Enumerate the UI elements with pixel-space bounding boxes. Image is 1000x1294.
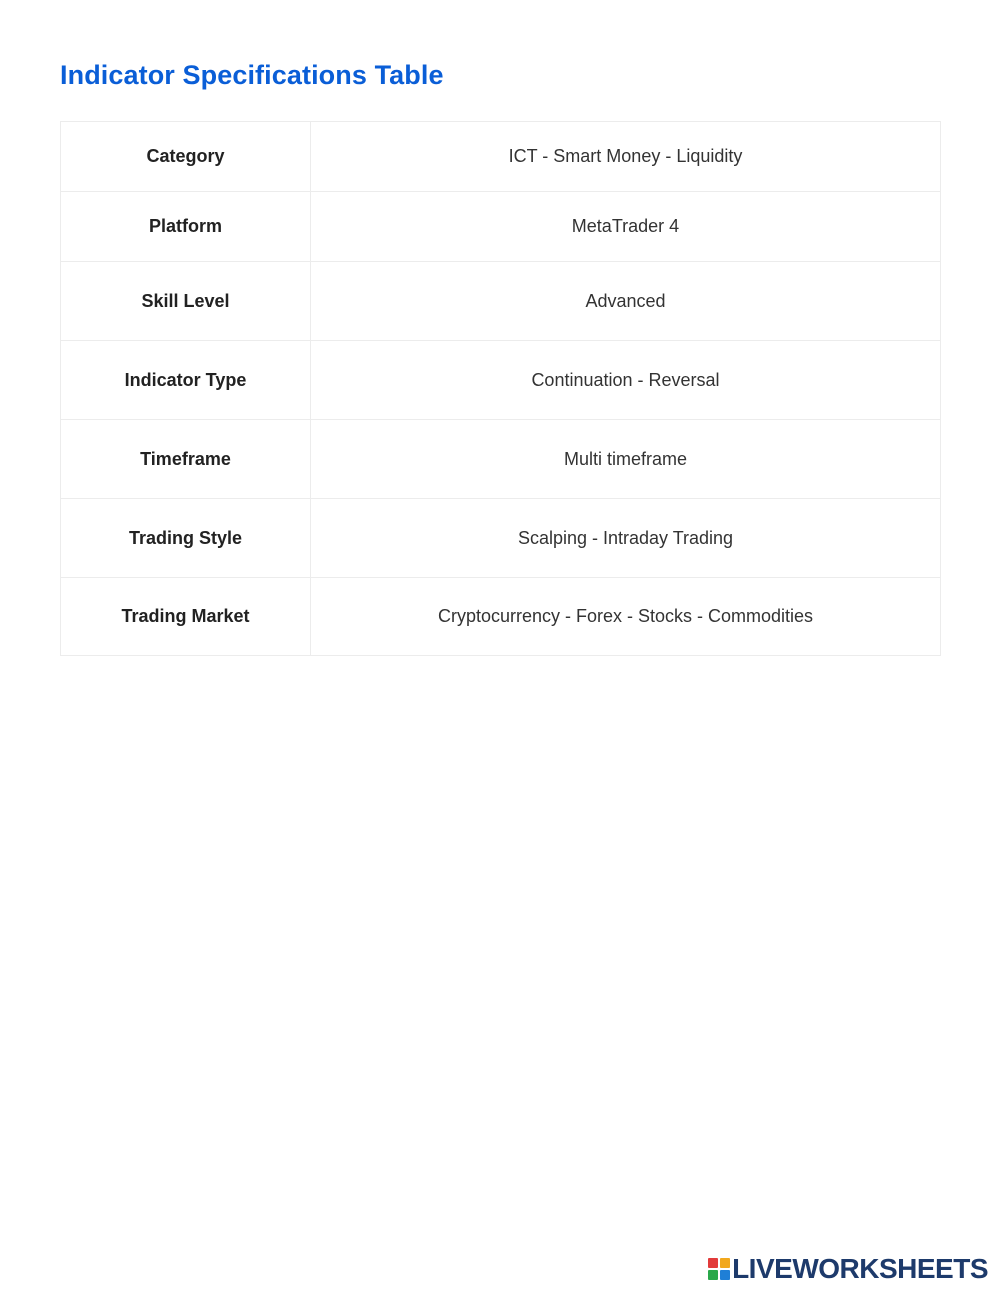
table-row	[61, 192, 941, 262]
row-value: Continuation - Reversal	[311, 341, 941, 420]
table-row	[61, 341, 941, 420]
row-value: Cryptocurrency - Forex - Stocks - Commodities	[311, 578, 941, 656]
table-row	[61, 499, 941, 578]
row-value: Multi timeframe	[311, 420, 941, 499]
page-title: Indicator Specifications Table	[60, 60, 444, 90]
row-value: ICT - Smart Money - Liquidity	[311, 122, 941, 192]
row-label: Trading Market	[61, 578, 311, 656]
specifications-table	[60, 121, 941, 656]
row-value: Advanced	[311, 262, 941, 341]
brand-name: LIVEWORKSHEETS	[732, 1253, 988, 1284]
table-row	[61, 262, 941, 341]
liveworksheets-logo-icon	[708, 1258, 730, 1280]
row-label: Trading Style	[61, 499, 311, 578]
row-label: Indicator Type	[61, 341, 311, 420]
table-row	[61, 122, 941, 192]
table-row	[61, 420, 941, 499]
row-label: Category	[61, 122, 311, 192]
table-row	[61, 578, 941, 656]
row-value: Scalping - Intraday Trading	[311, 499, 941, 578]
brand-watermark	[708, 1254, 988, 1284]
row-label: Timeframe	[61, 420, 311, 499]
row-label: Platform	[61, 192, 311, 262]
row-value: MetaTrader 4	[311, 192, 941, 262]
row-label: Skill Level	[61, 262, 311, 341]
